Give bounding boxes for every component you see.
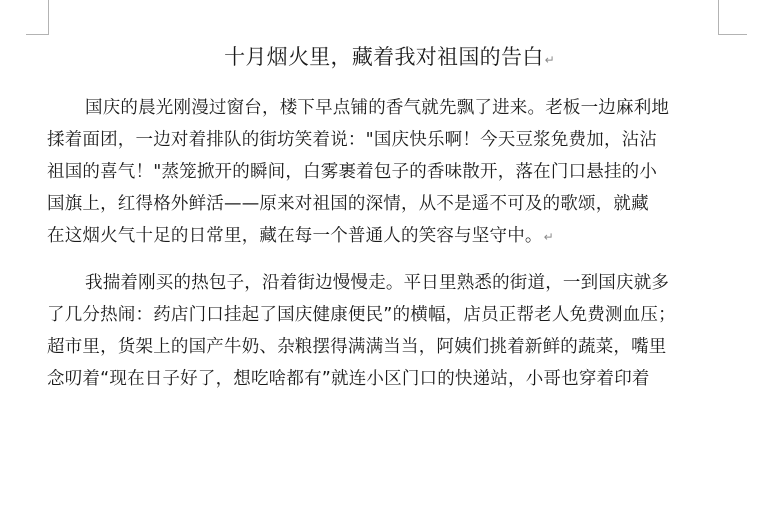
- paragraph-spacing: [47, 252, 727, 267]
- paragraph-2-line-2: 了几分热闹：药店门口挂起了国庆健康便民”的横幅，店员正帮老人免费测血压；: [47, 305, 676, 325]
- document-body[interactable]: [47, 92, 727, 395]
- paragraph-mark-icon: ↵: [543, 230, 554, 244]
- paragraph-2-line-1: 我揣着刚买的热包子，沿着街边慢慢走。平日里熟悉的街道，一到国庆就多: [85, 273, 670, 293]
- paragraph-2-line-4: 念叨着“现在日子好了，想吃啥都有”就连小区门口的快递站，小哥也穿着印着: [47, 369, 650, 389]
- paragraph-1-line-3: 祖国的喜气！"蒸笼掀开的瞬间，白雾裹着包子的香味散开，落在门口悬挂的小: [47, 162, 658, 182]
- paragraph-1-line-2: 揉着面团，一边对着排队的街坊笑着说："国庆快乐啊！今天豆浆免费加，沾沾: [47, 130, 658, 150]
- paragraph-2-line-3: 超市里，货架上的国产牛奶、杂粮摆得满满当当，阿姨们挑着新鲜的蔬菜，嘴里: [47, 337, 667, 357]
- document-title-text: 十月烟火里，藏着我对祖国的告白: [224, 45, 544, 69]
- page-margin-corner-top-left: [26, 0, 49, 35]
- paragraph-1-line-1: 国庆的晨光刚漫过窗台，楼下早点铺的香气就先飘了进来。老板一边麻利地: [85, 98, 670, 118]
- page-margin-corner-top-right: [718, 0, 747, 35]
- document-title[interactable]: [0, 42, 779, 75]
- paragraph-1-line-5: [47, 220, 727, 252]
- paragraph-mark-icon: ↵: [544, 53, 555, 67]
- paragraph-1-line-5-text: 在这烟火气十足的日常里，藏在每一个普通人的笑容与坚守中。: [47, 226, 543, 246]
- paragraph-1-line-4: 国旗上，红得格外鲜活——原来对祖国的深情，从不是遥不可及的歌颂，就藏: [47, 194, 649, 214]
